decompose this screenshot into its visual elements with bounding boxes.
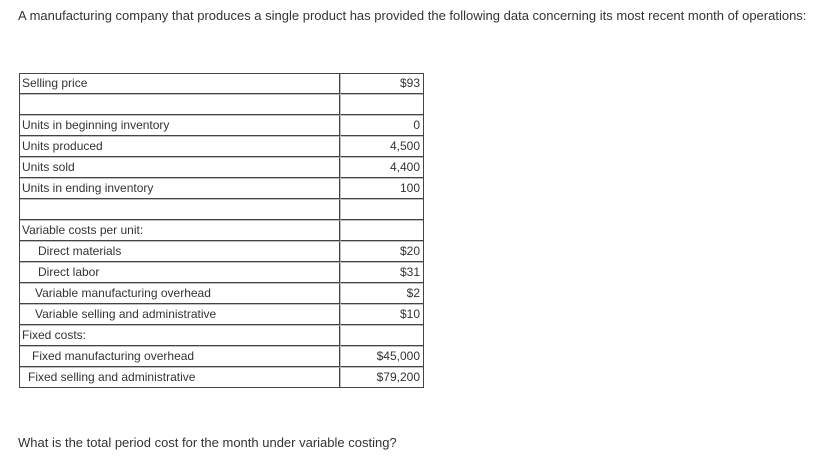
- table-row: [20, 283, 423, 304]
- row-value: $79,200: [340, 367, 423, 387]
- table-row: [20, 178, 423, 199]
- table-row: [20, 157, 423, 178]
- row-label: Variable costs per unit:: [20, 220, 340, 241]
- row-label: Fixed costs:: [20, 325, 340, 346]
- row-value: [340, 199, 423, 220]
- question-text: What is the total period cost for the month under variable costing?: [18, 435, 397, 450]
- table-row: [20, 115, 423, 136]
- table-row: [20, 325, 423, 346]
- row-label: Selling price: [20, 74, 340, 94]
- table-row: [20, 304, 423, 325]
- table-row: [20, 262, 423, 283]
- table-row: [20, 74, 423, 94]
- row-label: Units produced: [20, 136, 340, 157]
- row-value: $20: [340, 241, 423, 262]
- row-label: Units in beginning inventory: [20, 115, 340, 136]
- table-row: [20, 241, 423, 262]
- row-value: [340, 94, 423, 115]
- row-value: [340, 220, 423, 241]
- row-label: Variable selling and administrative: [20, 304, 340, 325]
- table-row: [20, 136, 423, 157]
- data-table: [19, 73, 424, 388]
- table-row: [20, 199, 423, 220]
- row-label: Variable manufacturing overhead: [20, 283, 340, 304]
- row-label: [20, 199, 340, 220]
- row-label: [20, 94, 340, 115]
- row-value: 0: [340, 115, 423, 136]
- row-value: $10: [340, 304, 423, 325]
- row-label: Units sold: [20, 157, 340, 178]
- table-row: [20, 220, 423, 241]
- row-value: $93: [340, 74, 423, 94]
- row-value: $31: [340, 262, 423, 283]
- row-value: 100: [340, 178, 423, 199]
- row-value: $45,000: [340, 346, 423, 367]
- table-row: [20, 94, 423, 115]
- row-label: Fixed selling and administrative: [20, 367, 340, 387]
- table-row: [20, 346, 423, 367]
- row-label: Units in ending inventory: [20, 178, 340, 199]
- row-value: 4,500: [340, 136, 423, 157]
- row-value: 4,400: [340, 157, 423, 178]
- row-value: $2: [340, 283, 423, 304]
- row-label: Fixed manufacturing overhead: [20, 346, 340, 367]
- table-row: [20, 367, 423, 387]
- row-label: Direct labor: [20, 262, 340, 283]
- problem-intro: A manufacturing company that produces a single product has provided the following data concerning its most recent month of operations:: [18, 8, 807, 23]
- row-label: Direct materials: [20, 241, 340, 262]
- row-value: [340, 325, 423, 346]
